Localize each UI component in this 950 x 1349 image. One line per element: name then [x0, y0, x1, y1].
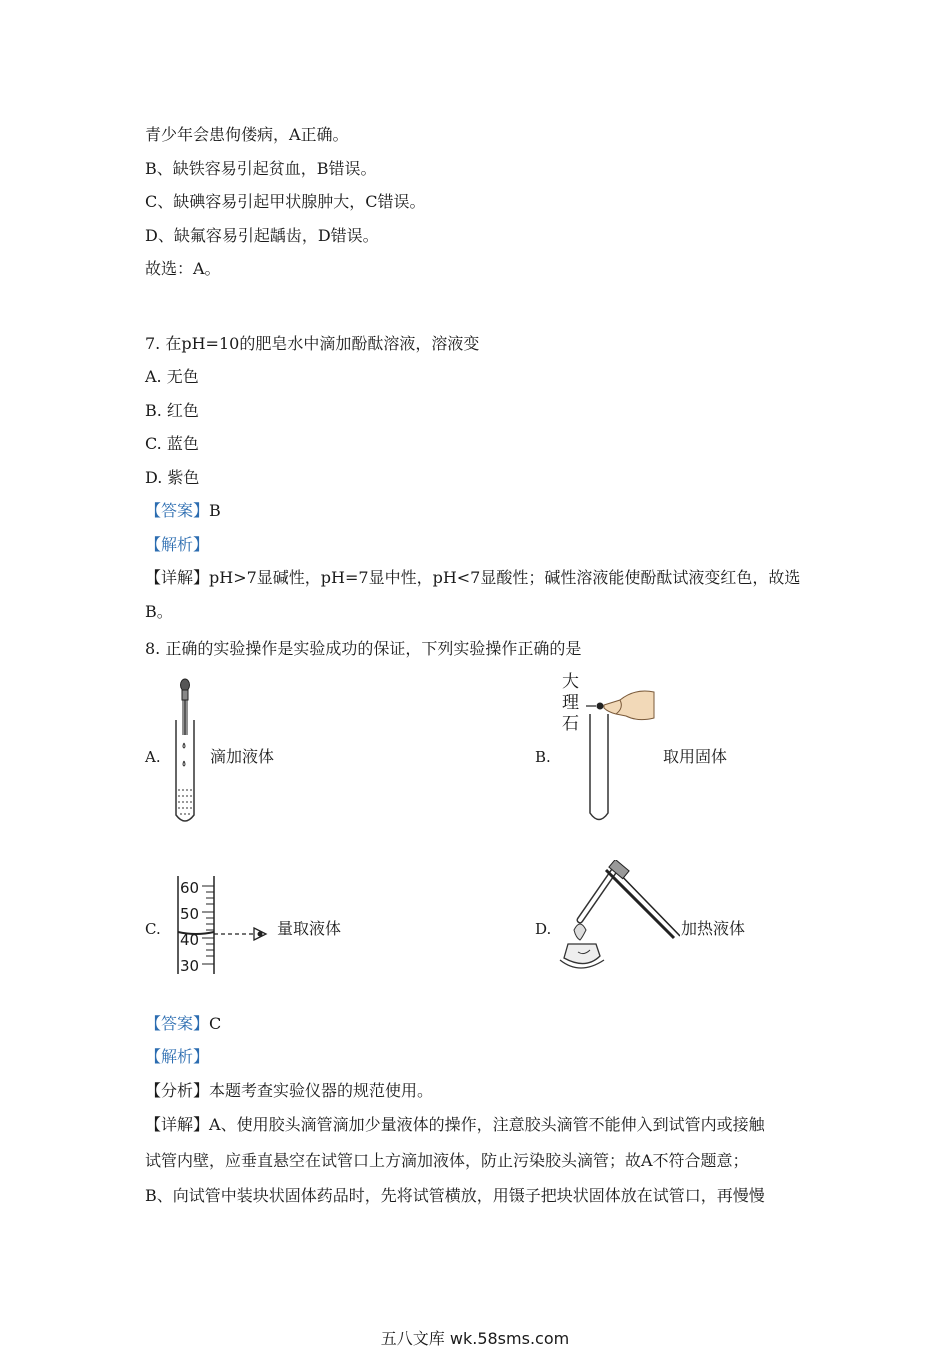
option-d-label: D. — [535, 920, 552, 938]
test-tube-marble-figure — [580, 678, 660, 828]
question-7-detail — [145, 568, 800, 588]
detail-tag: 【详解】 — [145, 1115, 210, 1134]
option-d-caption: 加热液体 — [681, 919, 746, 938]
answer-tag: 【答案】 — [145, 501, 210, 520]
tick-label: 30 — [180, 957, 200, 975]
text-line: D、缺氟容易引起龋齿，D错误。 — [145, 226, 379, 245]
question-7-detail-cont: B。 — [145, 602, 173, 621]
question-7-option-c: C. 蓝色 — [145, 434, 199, 453]
question-8-detail — [145, 1115, 765, 1135]
question-8-detail-cont: B、向试管中装块状固体药品时，先将试管横放，用镊子把块状固体放在试管口，再慢慢 — [145, 1186, 765, 1205]
tick-label: 40 — [180, 931, 200, 949]
fenxi-tag: 【分析】 — [145, 1081, 210, 1100]
option-a-caption: 滴加液体 — [210, 747, 275, 766]
detail-text: A、使用胶头滴管滴加少量液体的操作，注意胶头滴管不能伸入到试管内或接触 — [209, 1115, 765, 1134]
tick-label: 50 — [180, 905, 200, 923]
dropper-test-tube-figure — [168, 675, 204, 825]
question-8-answer — [145, 1014, 221, 1034]
option-c-caption: 量取液体 — [277, 919, 342, 938]
heating-liquid-figure — [556, 860, 680, 980]
question-7-stem: 7. 在pH=10的肥皂水中滴加酚酞溶液，溶液变 — [145, 334, 480, 353]
question-7-option-d: D. 紫色 — [145, 468, 200, 487]
answer-value: B — [209, 501, 221, 520]
option-b-caption: 取用固体 — [663, 747, 728, 766]
marble-label-char: 石 — [562, 714, 579, 734]
text-line: 故选：A。 — [145, 259, 221, 278]
question-8-analysis-tag: 【解析】 — [145, 1047, 210, 1066]
option-c-label: C. — [145, 920, 161, 938]
text-line: 青少年会患佝偻病，A正确。 — [145, 125, 349, 144]
question-8-stem: 8. 正确的实验操作是实验成功的保证，下列实验操作正确的是 — [145, 639, 582, 658]
question-7-answer — [145, 501, 221, 521]
option-b-label: B. — [535, 748, 551, 766]
answer-value: C — [209, 1014, 222, 1033]
text-line: B、缺铁容易引起贫血，B错误。 — [145, 159, 377, 178]
answer-tag: 【答案】 — [145, 1014, 210, 1033]
detail-tag: 【详解】 — [145, 568, 210, 587]
marble-label-char: 大 — [562, 672, 579, 692]
question-7-option-b: B. 红色 — [145, 401, 199, 420]
option-a-label: A. — [145, 748, 161, 766]
question-8-fenxi — [145, 1081, 433, 1101]
question-8-detail-cont: 试管内壁，应垂直悬空在试管口上方滴加液体，防止污染胶头滴管；故A不符合题意； — [145, 1151, 749, 1170]
question-7-option-a: A. 无色 — [145, 367, 199, 386]
marble-label — [562, 672, 579, 735]
question-7-analysis-tag: 【解析】 — [145, 535, 210, 554]
detail-text: pH>7显碱性，pH=7显中性，pH<7显酸性；碱性溶液能使酚酞试液变红色，故选 — [209, 568, 801, 587]
marble-label-char: 理 — [562, 693, 579, 713]
tick-label: 60 — [180, 879, 200, 897]
text-line: C、缺碘容易引起甲状腺肿大，C错误。 — [145, 192, 426, 211]
fenxi-text: 本题考查实验仪器的规范使用。 — [209, 1081, 434, 1100]
cylinder-tick-labels — [180, 877, 199, 981]
footer-watermark: 五八文库 wk.58sms.com — [380, 1329, 570, 1348]
